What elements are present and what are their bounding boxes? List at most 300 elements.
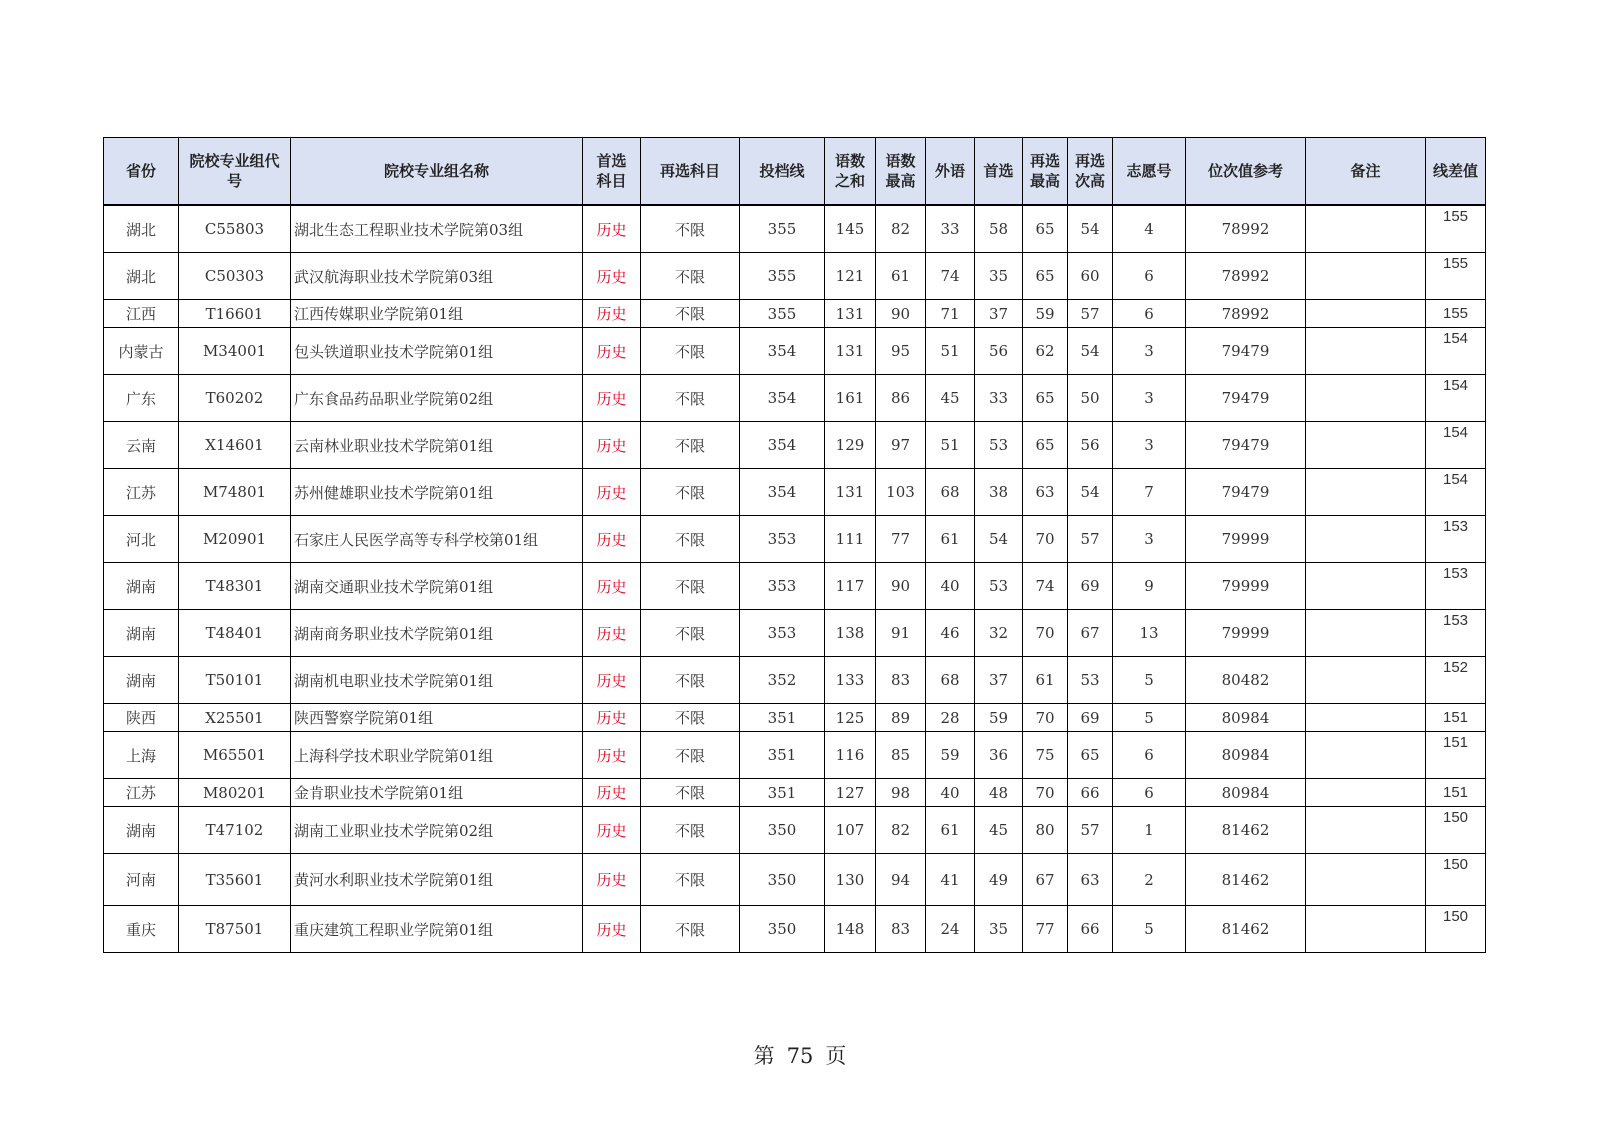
first-score-cell: 53 [975,563,1023,610]
province-cell: 江苏 [104,469,179,516]
yushu-sum-cell: 131 [825,328,876,375]
first-subject-cell: 历史 [583,779,641,807]
rank-ref-cell: 79999 [1186,563,1306,610]
group-code-cell: T35601 [179,854,291,906]
foreign-cell: 68 [926,657,975,704]
second-subject-cell: 不限 [641,205,740,253]
yushu-sum-cell: 130 [825,854,876,906]
header-second-next-label: 再选次高 [1074,152,1105,190]
group-code-cell: T60202 [179,375,291,422]
province-cell: 江西 [104,300,179,328]
cutoff-cell: 353 [740,610,825,657]
remark-cell [1306,469,1426,516]
first-subject-cell: 历史 [583,375,641,422]
table-row [104,657,1486,704]
header-second-max [1023,138,1068,206]
table-row [104,469,1486,516]
rank-ref-cell: 78992 [1186,300,1306,328]
group-name-cell: 金肯职业技术学院第01组 [291,779,583,807]
second-subject-cell: 不限 [641,732,740,779]
header-yushu-max-label: 语数最高 [885,152,916,190]
second-subject-cell: 不限 [641,704,740,732]
group-code-cell: T47102 [179,807,291,854]
first-subject-cell: 历史 [583,807,641,854]
yushu-sum-cell: 133 [825,657,876,704]
table-row [104,422,1486,469]
first-score-cell: 45 [975,807,1023,854]
group-code-cell: X25501 [179,704,291,732]
header-first-subject-label: 首选科目 [596,152,627,190]
foreign-cell: 59 [926,732,975,779]
header-yushu-max [876,138,926,206]
header-rank-ref: 位次值参考 [1186,138,1306,206]
group-code-cell: C50303 [179,253,291,300]
second-max-cell: 77 [1023,906,1068,953]
foreign-cell: 68 [926,469,975,516]
remark-cell [1306,253,1426,300]
first-subject-cell: 历史 [583,563,641,610]
table-row [104,300,1486,328]
second-max-cell: 65 [1023,375,1068,422]
table-row [104,704,1486,732]
first-subject-cell: 历史 [583,610,641,657]
cutoff-cell: 352 [740,657,825,704]
province-cell: 云南 [104,422,179,469]
rank-ref-cell: 81462 [1186,906,1306,953]
first-score-cell: 37 [975,300,1023,328]
first-subject-cell: 历史 [583,732,641,779]
wish-no-cell: 4 [1113,205,1186,253]
group-name-cell: 上海科学技术职业学院第01组 [291,732,583,779]
group-name-cell: 云南林业职业技术学院第01组 [291,422,583,469]
yushu-sum-cell: 127 [825,779,876,807]
foreign-cell: 33 [926,205,975,253]
second-max-cell: 80 [1023,807,1068,854]
foreign-cell: 41 [926,854,975,906]
cutoff-cell: 350 [740,854,825,906]
foreign-cell: 61 [926,807,975,854]
province-cell: 重庆 [104,906,179,953]
first-score-cell: 59 [975,704,1023,732]
line-gap-cell: 151 [1426,732,1486,779]
second-subject-cell: 不限 [641,516,740,563]
second-next-cell: 53 [1068,657,1113,704]
foreign-cell: 51 [926,422,975,469]
second-next-cell: 54 [1068,328,1113,375]
table-body [104,205,1486,953]
first-score-cell: 32 [975,610,1023,657]
line-gap-cell: 154 [1426,422,1486,469]
line-gap-cell: 153 [1426,516,1486,563]
table-row [104,610,1486,657]
province-cell: 湖北 [104,205,179,253]
second-next-cell: 67 [1068,610,1113,657]
remark-cell [1306,563,1426,610]
table-row [104,854,1486,906]
province-cell: 河南 [104,854,179,906]
line-gap-cell: 152 [1426,657,1486,704]
yushu-sum-cell: 111 [825,516,876,563]
first-score-cell: 36 [975,732,1023,779]
yushu-sum-cell: 116 [825,732,876,779]
second-max-cell: 65 [1023,253,1068,300]
yushu-max-cell: 90 [876,563,926,610]
cutoff-cell: 350 [740,807,825,854]
header-group-name: 院校专业组名称 [291,138,583,206]
second-max-cell: 65 [1023,205,1068,253]
cutoff-cell: 353 [740,516,825,563]
remark-cell [1306,807,1426,854]
wish-no-cell: 5 [1113,704,1186,732]
group-name-cell: 武汉航海职业技术学院第03组 [291,253,583,300]
line-gap-cell: 151 [1426,704,1486,732]
table-row [104,779,1486,807]
second-next-cell: 66 [1068,779,1113,807]
remark-cell [1306,375,1426,422]
group-name-cell: 湖南工业职业技术学院第02组 [291,807,583,854]
table-row [104,375,1486,422]
group-name-cell: 湖南机电职业技术学院第01组 [291,657,583,704]
header-wish-no: 志愿号 [1113,138,1186,206]
remark-cell [1306,854,1426,906]
rank-ref-cell: 79479 [1186,422,1306,469]
cutoff-cell: 355 [740,253,825,300]
yushu-sum-cell: 131 [825,469,876,516]
table-row [104,205,1486,253]
yushu-max-cell: 83 [876,906,926,953]
remark-cell [1306,516,1426,563]
wish-no-cell: 9 [1113,563,1186,610]
first-score-cell: 37 [975,657,1023,704]
foreign-cell: 74 [926,253,975,300]
line-gap-cell: 150 [1426,807,1486,854]
rank-ref-cell: 80984 [1186,732,1306,779]
yushu-max-cell: 97 [876,422,926,469]
first-score-cell: 53 [975,422,1023,469]
province-cell: 河北 [104,516,179,563]
yushu-max-cell: 90 [876,300,926,328]
table-row [104,732,1486,779]
line-gap-cell: 155 [1426,205,1486,253]
remark-cell [1306,610,1426,657]
cutoff-cell: 354 [740,422,825,469]
second-max-cell: 59 [1023,300,1068,328]
wish-no-cell: 6 [1113,253,1186,300]
yushu-max-cell: 91 [876,610,926,657]
header-remark: 备注 [1306,138,1426,206]
table-row [104,328,1486,375]
rank-ref-cell: 80984 [1186,779,1306,807]
yushu-sum-cell: 145 [825,205,876,253]
first-score-cell: 38 [975,469,1023,516]
province-cell: 湖北 [104,253,179,300]
second-max-cell: 74 [1023,563,1068,610]
first-subject-cell: 历史 [583,854,641,906]
second-max-cell: 75 [1023,732,1068,779]
group-code-cell: T48301 [179,563,291,610]
wish-no-cell: 6 [1113,779,1186,807]
yushu-sum-cell: 117 [825,563,876,610]
header-cutoff: 投档线 [740,138,825,206]
cutoff-cell: 351 [740,704,825,732]
line-gap-cell: 155 [1426,300,1486,328]
wish-no-cell: 3 [1113,328,1186,375]
line-gap-cell: 154 [1426,469,1486,516]
second-next-cell: 54 [1068,469,1113,516]
header-yushu-sum [825,138,876,206]
group-code-cell: M65501 [179,732,291,779]
first-score-cell: 56 [975,328,1023,375]
second-next-cell: 57 [1068,807,1113,854]
second-max-cell: 70 [1023,610,1068,657]
header-foreign: 外语 [926,138,975,206]
group-name-cell: 广东食品药品职业学院第02组 [291,375,583,422]
second-subject-cell: 不限 [641,854,740,906]
second-next-cell: 69 [1068,563,1113,610]
yushu-max-cell: 98 [876,779,926,807]
first-subject-cell: 历史 [583,328,641,375]
group-code-cell: T48401 [179,610,291,657]
foreign-cell: 40 [926,779,975,807]
remark-cell [1306,205,1426,253]
second-next-cell: 57 [1068,300,1113,328]
page-footer-prefix: 第 [753,1044,775,1068]
cutoff-cell: 354 [740,375,825,422]
second-next-cell: 69 [1068,704,1113,732]
group-name-cell: 苏州健雄职业技术学院第01组 [291,469,583,516]
first-subject-cell: 历史 [583,906,641,953]
yushu-sum-cell: 107 [825,807,876,854]
province-cell: 湖南 [104,807,179,854]
yushu-max-cell: 82 [876,807,926,854]
group-name-cell: 湖北生态工程职业技术学院第03组 [291,205,583,253]
second-next-cell: 54 [1068,205,1113,253]
group-name-cell: 湖南交通职业技术学院第01组 [291,563,583,610]
yushu-max-cell: 89 [876,704,926,732]
page-number: 75 [786,1044,814,1068]
province-cell: 湖南 [104,610,179,657]
group-name-cell: 湖南商务职业技术学院第01组 [291,610,583,657]
second-subject-cell: 不限 [641,300,740,328]
second-subject-cell: 不限 [641,253,740,300]
second-max-cell: 61 [1023,657,1068,704]
rank-ref-cell: 80482 [1186,657,1306,704]
province-cell: 湖南 [104,657,179,704]
header-second-next [1068,138,1113,206]
table-row [104,516,1486,563]
group-name-cell: 黄河水利职业技术学院第01组 [291,854,583,906]
group-code-cell: T16601 [179,300,291,328]
remark-cell [1306,732,1426,779]
page-footer [0,1040,1600,1070]
foreign-cell: 61 [926,516,975,563]
wish-no-cell: 5 [1113,657,1186,704]
second-subject-cell: 不限 [641,563,740,610]
second-next-cell: 57 [1068,516,1113,563]
line-gap-cell: 150 [1426,906,1486,953]
second-subject-cell: 不限 [641,906,740,953]
second-max-cell: 63 [1023,469,1068,516]
remark-cell [1306,906,1426,953]
second-max-cell: 70 [1023,779,1068,807]
first-subject-cell: 历史 [583,253,641,300]
group-name-cell: 重庆建筑工程职业学院第01组 [291,906,583,953]
foreign-cell: 71 [926,300,975,328]
yushu-max-cell: 82 [876,205,926,253]
group-code-cell: X14601 [179,422,291,469]
group-code-cell: M20901 [179,516,291,563]
group-name-cell: 江西传媒职业学院第01组 [291,300,583,328]
yushu-max-cell: 95 [876,328,926,375]
wish-no-cell: 2 [1113,854,1186,906]
wish-no-cell: 6 [1113,732,1186,779]
second-subject-cell: 不限 [641,779,740,807]
remark-cell [1306,300,1426,328]
foreign-cell: 45 [926,375,975,422]
remark-cell [1306,328,1426,375]
header-group-code-label: 院校专业组代号 [189,152,280,190]
second-max-cell: 70 [1023,516,1068,563]
province-cell: 上海 [104,732,179,779]
wish-no-cell: 3 [1113,422,1186,469]
header-row [104,138,1486,206]
yushu-max-cell: 77 [876,516,926,563]
admission-table [103,137,1486,953]
table-row [104,253,1486,300]
line-gap-cell: 150 [1426,854,1486,906]
rank-ref-cell: 79479 [1186,328,1306,375]
first-subject-cell: 历史 [583,657,641,704]
header-line-gap: 线差值 [1426,138,1486,206]
wish-no-cell: 1 [1113,807,1186,854]
second-next-cell: 66 [1068,906,1113,953]
group-code-cell: C55803 [179,205,291,253]
group-code-cell: T50101 [179,657,291,704]
line-gap-cell: 155 [1426,253,1486,300]
second-subject-cell: 不限 [641,657,740,704]
first-score-cell: 48 [975,779,1023,807]
group-name-cell: 包头铁道职业技术学院第01组 [291,328,583,375]
second-subject-cell: 不限 [641,610,740,657]
first-score-cell: 33 [975,375,1023,422]
rank-ref-cell: 79999 [1186,516,1306,563]
first-score-cell: 35 [975,253,1023,300]
foreign-cell: 24 [926,906,975,953]
yushu-max-cell: 85 [876,732,926,779]
second-max-cell: 62 [1023,328,1068,375]
cutoff-cell: 353 [740,563,825,610]
cutoff-cell: 351 [740,779,825,807]
second-subject-cell: 不限 [641,807,740,854]
second-max-cell: 67 [1023,854,1068,906]
first-subject-cell: 历史 [583,516,641,563]
table-row [104,906,1486,953]
province-cell: 陕西 [104,704,179,732]
header-second-subject: 再选科目 [641,138,740,206]
cutoff-cell: 351 [740,732,825,779]
second-subject-cell: 不限 [641,328,740,375]
second-max-cell: 65 [1023,422,1068,469]
yushu-sum-cell: 121 [825,253,876,300]
line-gap-cell: 153 [1426,563,1486,610]
header-yushu-sum-label: 语数之和 [834,152,865,190]
wish-no-cell: 6 [1113,300,1186,328]
second-next-cell: 65 [1068,732,1113,779]
header-first-subject [583,138,641,206]
first-score-cell: 35 [975,906,1023,953]
second-max-cell: 70 [1023,704,1068,732]
province-cell: 江苏 [104,779,179,807]
yushu-sum-cell: 131 [825,300,876,328]
first-subject-cell: 历史 [583,469,641,516]
first-score-cell: 58 [975,205,1023,253]
first-subject-cell: 历史 [583,300,641,328]
wish-no-cell: 5 [1113,906,1186,953]
rank-ref-cell: 79479 [1186,469,1306,516]
second-next-cell: 60 [1068,253,1113,300]
yushu-max-cell: 83 [876,657,926,704]
yushu-max-cell: 61 [876,253,926,300]
yushu-sum-cell: 138 [825,610,876,657]
group-code-cell: M74801 [179,469,291,516]
rank-ref-cell: 81462 [1186,854,1306,906]
yushu-max-cell: 94 [876,854,926,906]
header-first: 首选 [975,138,1023,206]
rank-ref-cell: 79479 [1186,375,1306,422]
remark-cell [1306,657,1426,704]
rank-ref-cell: 78992 [1186,205,1306,253]
wish-no-cell: 3 [1113,375,1186,422]
cutoff-cell: 350 [740,906,825,953]
second-subject-cell: 不限 [641,375,740,422]
yushu-max-cell: 86 [876,375,926,422]
yushu-max-cell: 103 [876,469,926,516]
province-cell: 内蒙古 [104,328,179,375]
cutoff-cell: 355 [740,300,825,328]
cutoff-cell: 354 [740,328,825,375]
header-province: 省份 [104,138,179,206]
rank-ref-cell: 81462 [1186,807,1306,854]
foreign-cell: 46 [926,610,975,657]
first-subject-cell: 历史 [583,205,641,253]
foreign-cell: 40 [926,563,975,610]
remark-cell [1306,779,1426,807]
rank-ref-cell: 78992 [1186,253,1306,300]
group-code-cell: M80201 [179,779,291,807]
cutoff-cell: 355 [740,205,825,253]
foreign-cell: 51 [926,328,975,375]
line-gap-cell: 154 [1426,328,1486,375]
yushu-sum-cell: 125 [825,704,876,732]
rank-ref-cell: 80984 [1186,704,1306,732]
header-second-max-label: 再选最高 [1029,152,1060,190]
page-footer-suffix: 页 [825,1044,847,1068]
yushu-sum-cell: 161 [825,375,876,422]
first-subject-cell: 历史 [583,422,641,469]
line-gap-cell: 153 [1426,610,1486,657]
group-code-cell: T87501 [179,906,291,953]
yushu-sum-cell: 148 [825,906,876,953]
line-gap-cell: 151 [1426,779,1486,807]
wish-no-cell: 13 [1113,610,1186,657]
line-gap-cell: 154 [1426,375,1486,422]
second-next-cell: 63 [1068,854,1113,906]
group-code-cell: M34001 [179,328,291,375]
wish-no-cell: 7 [1113,469,1186,516]
header-group-code [179,138,291,206]
second-next-cell: 56 [1068,422,1113,469]
table-row [104,563,1486,610]
